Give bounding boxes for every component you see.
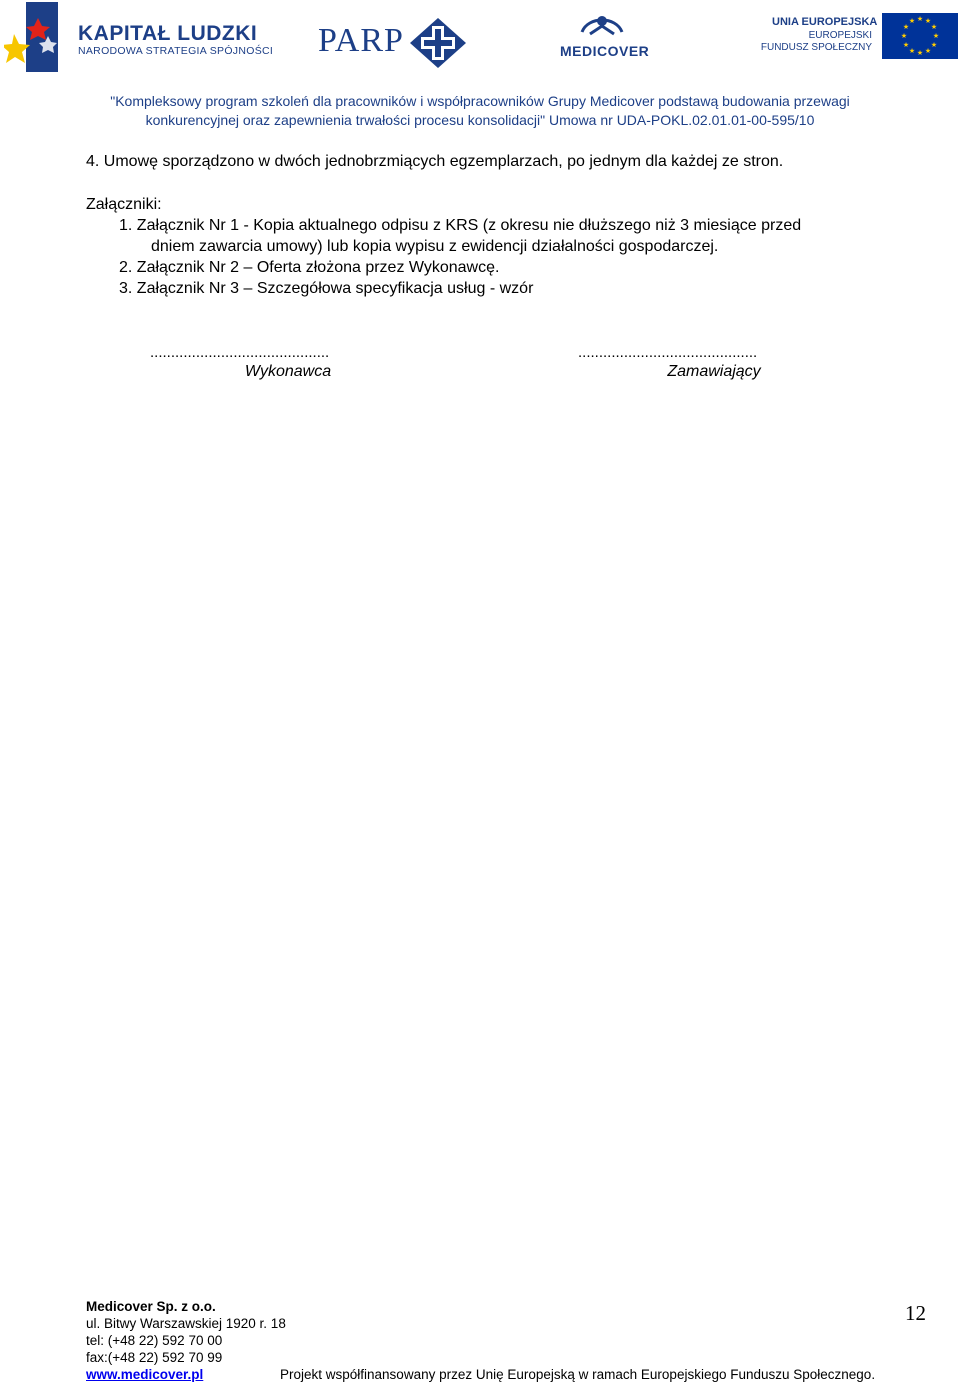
parp-logo-icon: [410, 18, 466, 68]
svg-text:★: ★: [916, 15, 924, 23]
svg-text:★: ★: [930, 23, 938, 31]
medicover-logo-text: MEDICOVER: [560, 43, 650, 59]
attachments-heading: Załączniki:: [86, 196, 162, 213]
kapital-ludzki-title: KAPITAŁ LUDZKI: [78, 22, 258, 45]
footer-address: ul. Bitwy Warszawskiej 1920 r. 18: [86, 1316, 286, 1331]
clause-4: 4. Umowę sporządzono w dwóch jednobrzmiących egzemplarzach, po jednym dla każdej ze stron.: [86, 153, 784, 170]
footer-website-link[interactable]: www.medicover.pl: [86, 1367, 204, 1382]
attachment-1-line1: 1. Załącznik Nr 1 - Kopia aktualnego odpisu z KRS (z okresu nie dłuższego niż 3 miesiące przed: [119, 217, 802, 234]
svg-text:★: ★: [916, 49, 924, 57]
svg-text:★: ★: [930, 41, 938, 49]
page-number: 12: [905, 1301, 926, 1325]
client-label: Zamawiający: [667, 363, 761, 380]
footer-fax: fax:(+48 22) 592 70 99: [86, 1350, 223, 1365]
attachment-3: 3. Załącznik Nr 3 – Szczegółowa specyfikacja usług - wzór: [119, 280, 534, 297]
svg-text:★: ★: [908, 17, 916, 25]
project-title-line2: konkurencyjnej oraz zapewnienia trwałości procesu konsolidacji" Umowa nr UDA-POKL.02.01.01-00-595/10: [145, 112, 815, 128]
contractor-label: Wykonawca: [244, 363, 332, 380]
svg-text:★: ★: [932, 32, 940, 40]
svg-text:★: ★: [908, 47, 916, 55]
parp-logo-text: PARP: [318, 22, 404, 59]
eu-flag-icon: [882, 13, 958, 59]
contractor-signature-line: ...........................................: [150, 344, 330, 361]
attachment-1-line2: dniem zawarcia umowy) lub kopia wypisu z ewidencji działalności gospodarczej.: [151, 238, 719, 255]
client-signature-line: ...........................................: [578, 344, 758, 361]
svg-text:★: ★: [902, 41, 910, 49]
eu-logo-line3: FUNDUSZ SPOŁECZNY: [760, 42, 872, 53]
kapital-ludzki-emblem-icon: [4, 2, 78, 74]
attachment-2: 2. Załącznik Nr 2 – Oferta złożona przez Wykonawcę.: [119, 259, 500, 276]
svg-text:★: ★: [924, 17, 932, 25]
eu-logo-line2: EUROPEJSKI: [808, 30, 872, 41]
footer-tel: tel: (+48 22) 592 70 00: [86, 1333, 223, 1348]
svg-text:★: ★: [924, 47, 932, 55]
svg-text:★: ★: [900, 32, 908, 40]
medicover-logo-icon: [578, 12, 626, 40]
project-title-line1: "Kompleksowy program szkoleń dla pracowników i współpracowników Grupy Medicover podstawą budowania przewagi: [110, 93, 850, 109]
kapital-ludzki-subtitle: NARODOWA STRATEGIA SPÓJNOŚCI: [78, 45, 274, 57]
footer-company: Medicover Sp. z o.o.: [86, 1299, 216, 1314]
svg-text:★: ★: [902, 23, 910, 31]
eu-logo-line1: UNIA EUROPEJSKA: [772, 16, 878, 28]
footer-cofinancing: Projekt współfinansowany przez Unię Europejską w ramach Europejskiego Funduszu Społecznego.: [280, 1367, 876, 1382]
